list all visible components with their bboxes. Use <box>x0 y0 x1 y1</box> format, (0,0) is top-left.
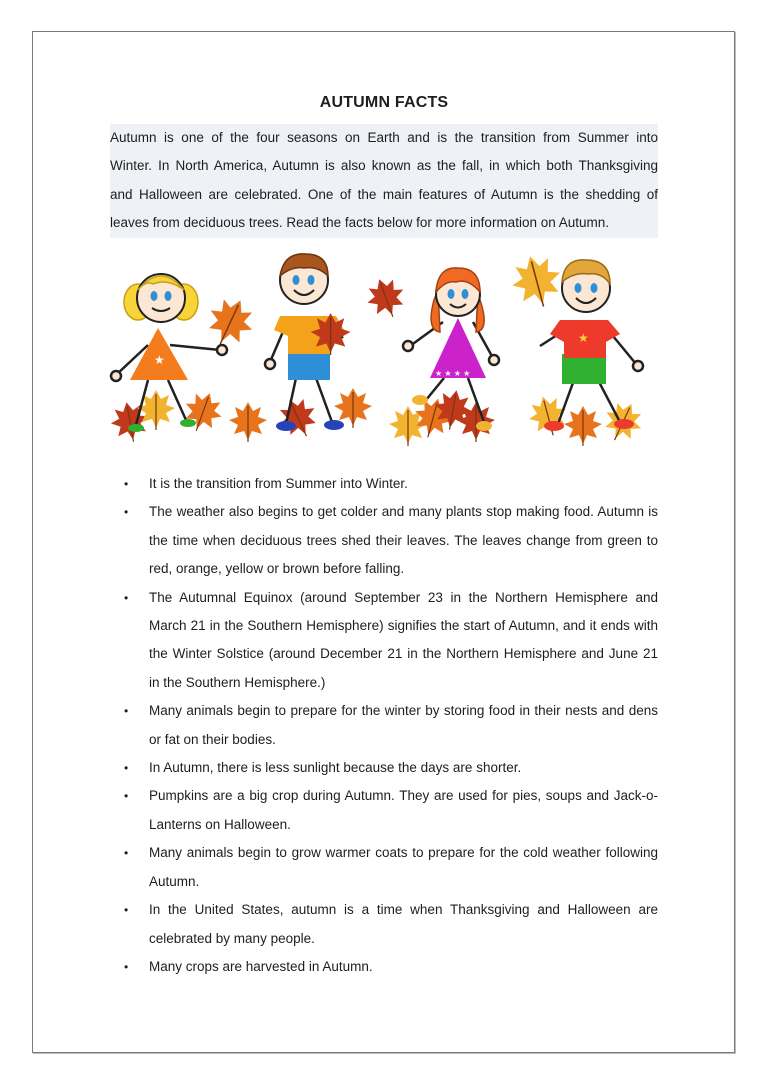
bullet-icon: • <box>124 959 129 974</box>
bullet-icon: • <box>124 704 129 719</box>
fact-text: In Autumn, there is less sunlight because the days are shorter. <box>149 760 522 776</box>
list-item <box>110 470 658 498</box>
bullet-icon: • <box>124 590 129 605</box>
list-item <box>110 953 658 981</box>
bullet-icon: • <box>124 846 129 861</box>
page-title: AUTUMN FACTS <box>319 94 449 111</box>
list-item <box>110 754 658 782</box>
bullet-icon: • <box>124 789 129 804</box>
bullet-icon: • <box>124 903 129 918</box>
bullet-icon: • <box>124 761 129 776</box>
fact-text: It is the transition from Summer into Winter. <box>149 476 408 491</box>
svg-text:★: ★ <box>154 353 165 367</box>
fact-text: In the United States, autumn is a time when Thanksgiving and Halloween are celebrated by many people. <box>149 902 658 946</box>
facts-list <box>110 470 658 981</box>
list-item <box>110 896 658 953</box>
bullet-icon: • <box>124 505 129 520</box>
intro-line: and Halloween are celebrated. One of the main features of Autumn is the shedding of <box>110 181 658 209</box>
list-item <box>110 782 658 839</box>
svg-text:★ ★ ★ ★: ★ ★ ★ ★ <box>435 369 471 378</box>
held-leaf <box>506 250 567 313</box>
fact-text: Many animals begin to prepare for the winter by storing food in their nests and dens or fat on their bodies. <box>149 703 658 747</box>
fact-text: Many animals begin to grow warmer coats to prepare for the cold weather following Autumn. <box>149 845 658 889</box>
list-item <box>110 584 658 698</box>
fact-text: Many crops are harvested in Autumn. <box>149 958 373 974</box>
bullet-icon: • <box>124 477 129 491</box>
svg-text:★: ★ <box>578 331 589 345</box>
fact-text: The Autumnal Equinox (around September 23 in the Northern Hemisphere and March 21 in the Southern Hemisphere) signifies the start of Autumn, and it ends with the Winter Solstice (around December 21 in the Northern Hemisphere and June 21 in the Southern Hemisphere.) <box>149 589 658 690</box>
kids-autumn-leaves-illustration <box>108 250 660 446</box>
fact-text: The weather also begins to get colder and many plants stop making food. Autumn is the time when deciduous trees shed their leaves. The leaves change from green to red, orange, yellow or brown before falling. <box>149 504 658 577</box>
intro-paragraph <box>110 124 658 238</box>
list-item <box>110 839 658 896</box>
fact-text: Pumpkins are a big crop during Autumn. They are used for pies, soups and Jack-o-Lanterns on Halloween. <box>149 788 658 832</box>
list-item <box>110 697 658 754</box>
intro-line: Winter. In North America, Autumn is also known as the fall, in which both Thanksgiving <box>110 152 658 180</box>
list-item <box>110 498 658 583</box>
flying-leaf <box>361 273 410 324</box>
held-leaf <box>200 291 262 354</box>
intro-line: Autumn is one of the four seasons on Earth and is the transition from Summer into <box>110 124 658 152</box>
intro-line: leaves from deciduous trees. Read the facts below for more information on Autumn. <box>110 209 658 237</box>
